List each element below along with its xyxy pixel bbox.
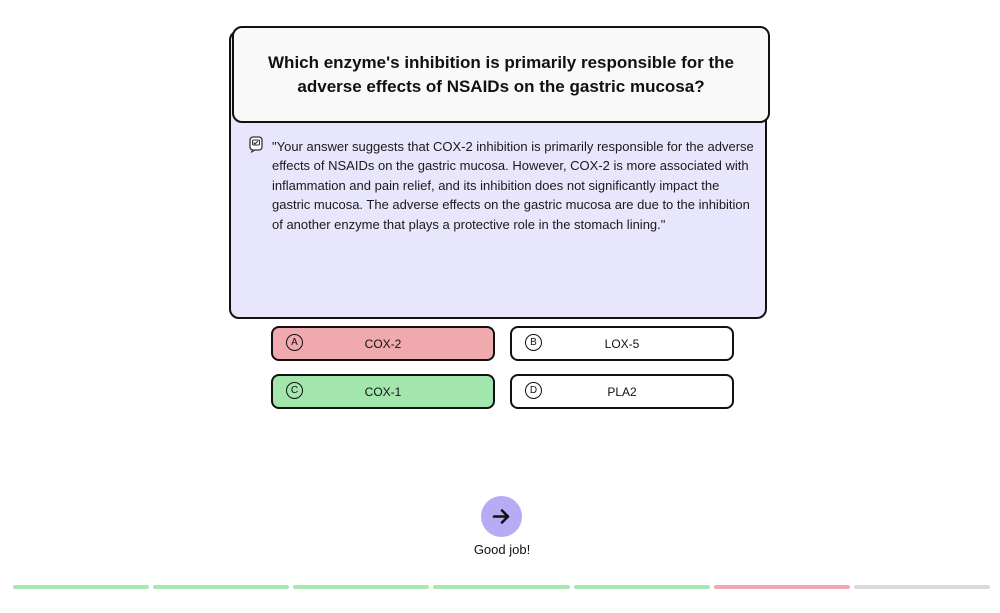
option-label: PLA2 [607,384,637,399]
progress-segment [153,585,289,589]
progress-segment [433,585,570,589]
status-message: Good job! [473,542,531,557]
option-label: COX-1 [364,384,402,399]
progress-segment [854,585,990,589]
option-label: COX-2 [364,336,402,351]
progress-segment [13,585,149,589]
option-c-button[interactable] [271,374,495,409]
option-letter: B [525,334,542,351]
next-button[interactable] [481,496,522,537]
option-d-button[interactable] [510,374,734,409]
question-text: Which enzyme's inhibition is primarily responsible for the adverse effects of NSAIDs on the gastric mucosa? [268,52,734,96]
option-a-button[interactable] [271,326,495,361]
option-letter: C [286,382,303,399]
option-letter: A [286,334,303,351]
feedback-text: "Your answer suggests that COX-2 inhibition is primarily responsible for the adverse effects of NSAIDs on the gastric mucosa. However, COX-2 is more associated with inflammation and pain relief, and its inhibition does not significantly impact the gastric mucosa. The adverse effects on the gastric mucosa are due to the inhibition of another enzyme that plays a protective role in the stomach lining." [272,139,754,232]
progress-segment [293,585,429,589]
option-letter: D [525,382,542,399]
chat-bot-icon [247,135,265,153]
question-card [232,26,770,123]
option-label: LOX-5 [604,336,640,351]
option-b-button[interactable] [510,326,734,361]
arrow-right-icon [481,496,522,537]
progress-segment [574,585,710,589]
progress-segment [714,585,850,589]
